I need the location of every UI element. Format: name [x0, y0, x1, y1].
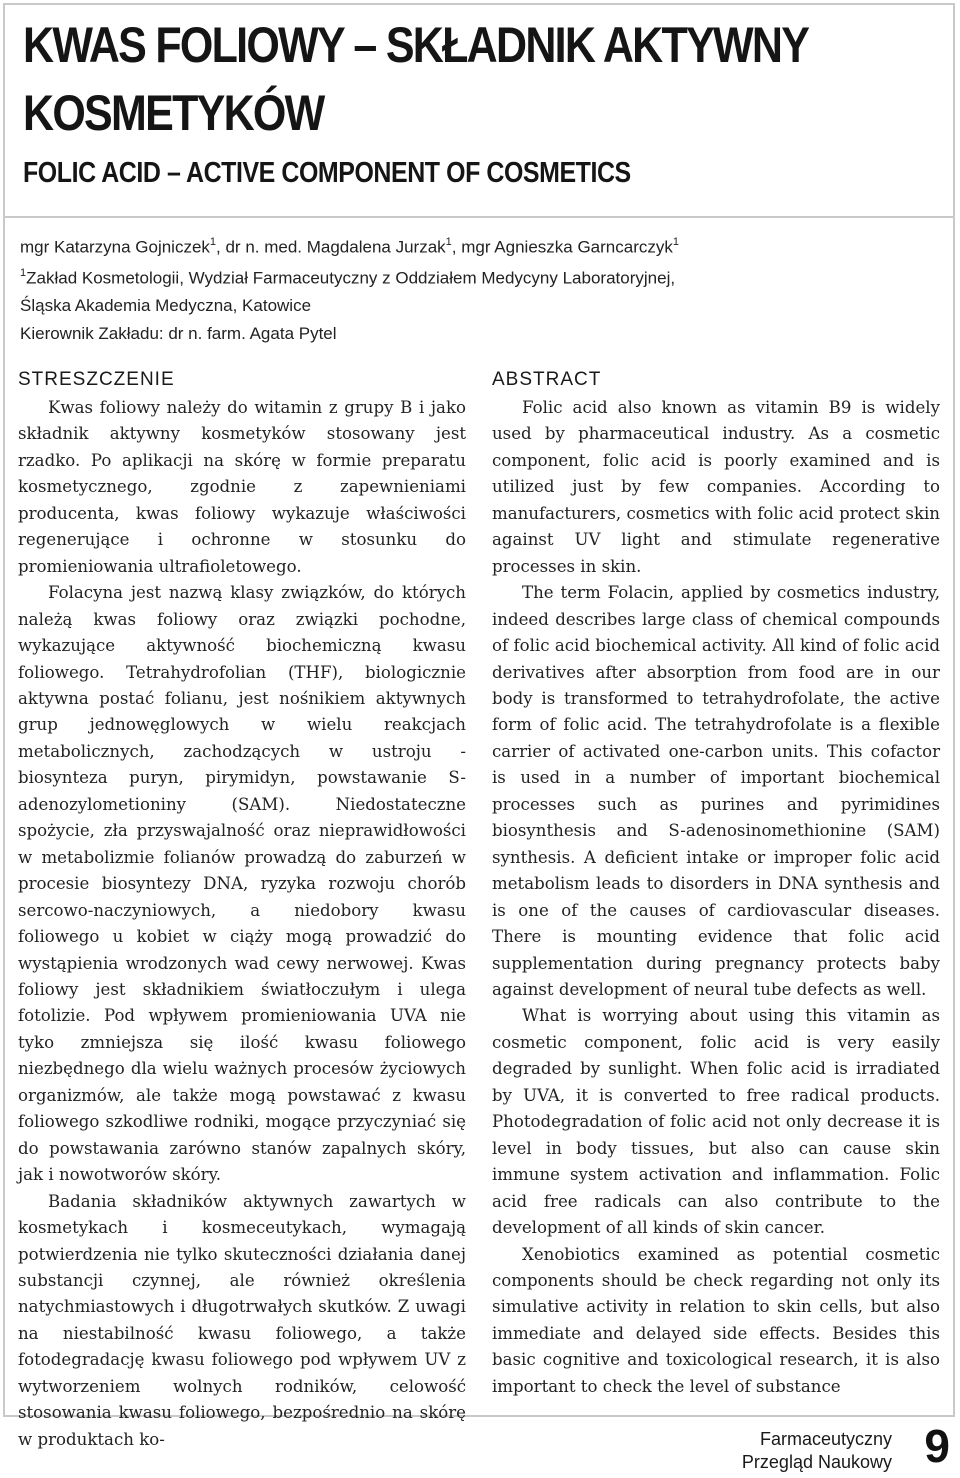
journal-name-line-1: Farmaceutyczny: [759, 1429, 892, 1449]
streszczenie-paragraph-3: Badania składników aktywnych zawartych w kosmetykach i kosmeceutykach, wymagają potwierdzenia nie tylko skuteczności działania danej substancji czynnej, ale również określenia natychmiastowych i długotrwałych skutków. Z uwagi na niestabilność kwasu foliowego, a także fotodegradację kwasu foliowego pod wpływem UV z wytworzeniem wolnych rodników, celowość stosowania kwasu foliowego, bezpośrednio na skórę w produktach ko-: [18, 1191, 466, 1449]
affiliation-mark: 1: [672, 236, 679, 248]
author-2: , dr n. med. Magdalena Jurzak: [216, 237, 446, 257]
streszczenie-column: [18, 366, 466, 1453]
abstract-paragraph-1: Folic acid also known as vitamin B9 is widely used by pharmaceutical industry. As a cosmetic component, folic acid is poorly examined and is utilized just by few companies. According to manufacturers, cosmetics with folic acid protect skin against UV light and stimulate regenerative processes in skin.: [492, 398, 940, 576]
title-polish-line-1: KWAS FOLIOWY – SKŁADNIK AKTYWNY: [23, 17, 809, 73]
streszczenie-heading: STRESZCZENIE: [18, 369, 175, 390]
title-english: FOLIC ACID – ACTIVE COMPONENT OF COSMETICS: [23, 157, 631, 189]
page-number: 9: [924, 1420, 950, 1472]
streszczenie-paragraph-2: Folacyna jest nazwą klasy związków, do których należą kwas foliowy oraz związki pochodne, wykazujące aktywność biochemiczną kwasu foliowego. Tetrahydrofolian (THF), biologicznie aktywna postać folianu, jest nośnikiem aktywnych grup jednowęglowych w wielu reakcjach metabolicznych, zachodzących w ustroju - biosynteza puryn, pirymidyn, powstawanie S-adenozylometioniny (SAM). Niedostateczne spożycie, zła przyswajalność oraz nieprawidłowości w metabolizmie folianów prowadzą do zaburzeń w procesie biosyntezy DNA, ryzyka rozwoju chorób sercowo-naczyniowych, a niedobory kwasu foliowego u kobiet w ciąży mogą prowadzić do wystąpienia wrodzonych wad cewy nerwowej. Kwas foliowy jest składnikiem światłoczułym i ulega fotolizie. Pod wpływem promieniowania UVA nie tyko zmniejsza się ilość kwasu foliowego niezbędnego dla wielu ważnych procesów życiowych organizmów, ale także mogą powstawać z kwasu foliowego szkodliwe rodniki, mogące przyczyniać się do powstawania zarówno stanów zapalnych skóry, jak i nowotworów skóry.: [18, 583, 466, 1185]
abstract-paragraph-3: What is worrying about using this vitamin as cosmetic component, folic acid is very easily degraded by sunlight. When folic acid is irradiated by UVA, it is converted to free radical products. Photodegradation of folic acid not only decrease it is level in body tissues, but also can cause skin immune system activation and inflammation. Folic acid free radicals can also contribute to the development of all kinds of skin cancer.: [492, 1006, 940, 1238]
affiliation-line-2: Śląska Akademia Medyczna, Katowice: [20, 296, 312, 316]
affiliation-mark: 1: [209, 236, 217, 248]
journal-name-line-2: Przegląd Naukowy: [741, 1452, 892, 1472]
authors-block: [20, 230, 900, 347]
affiliation-mark: 1: [445, 236, 452, 248]
author-line: [20, 230, 900, 261]
streszczenie-paragraph-1: Kwas foliowy należy do witamin z grupy B i jako składnik aktywny kosmetyków stosowany jest rzadko. Po aplikacji na skórę w formie preparatu kosmetycznego, zgodnie z zapewnieniami producenta, kwas foliowy wykazuje właściwości regenerujące i ochronne w stosunku do promieniowania ultrafioletowego.: [18, 398, 466, 576]
department-head: Kierownik Zakładu: dr n. farm. Agata Pytel: [20, 323, 337, 343]
journal-name: [742, 1428, 892, 1474]
title-block: [3, 3, 955, 218]
author-1: mgr Katarzyna Gojniczek: [20, 237, 210, 257]
abstract-column: [492, 366, 940, 1400]
title-polish-line-2: KOSMETYKÓW: [23, 85, 324, 141]
affiliation-mark: 1: [20, 267, 27, 280]
affiliation-text: Zakład Kosmetologii, Wydział Farmaceutyczny z Oddziałem Medycyny Laboratoryjnej,: [26, 268, 676, 288]
author-3: , mgr Agnieszka Garncarczyk: [451, 237, 673, 257]
abstract-paragraph-2: The term Folacin, applied by cosmetics industry, indeed describes large class of chemical compounds of folic acid biochemical activity. All kind of folic acid derivatives after absorption from food are in our body is transformed to tetrahydrofolate, the active form of folic acid. The tetrahydrofolate is a flexible carrier of activated one-carbon units. This cofactor is used in a number of important biochemical processes such as purines and pyrimidines biosynthesis and S-adenosinomethionine (SAM) synthesis. A deficient intake or improper folic acid metabolism leads to disorders in DNA synthesis and is one of the causes of cardiovascular diseases. There is mounting evidence that folic acid supplementation during pregnancy protects baby against development of neural tube defects as well.: [492, 583, 940, 999]
abstract-heading: ABSTRACT: [492, 369, 602, 390]
affiliation-line-1: [20, 261, 900, 292]
abstract-paragraph-4: Xenobiotics examined as potential cosmetic components should be check regarding not only its simulative activity in relation to skin cells, but also immediate and delayed side effects. Besides this basic cognitive and toxicological research, it is also important to check the level of substance: [492, 1244, 940, 1396]
